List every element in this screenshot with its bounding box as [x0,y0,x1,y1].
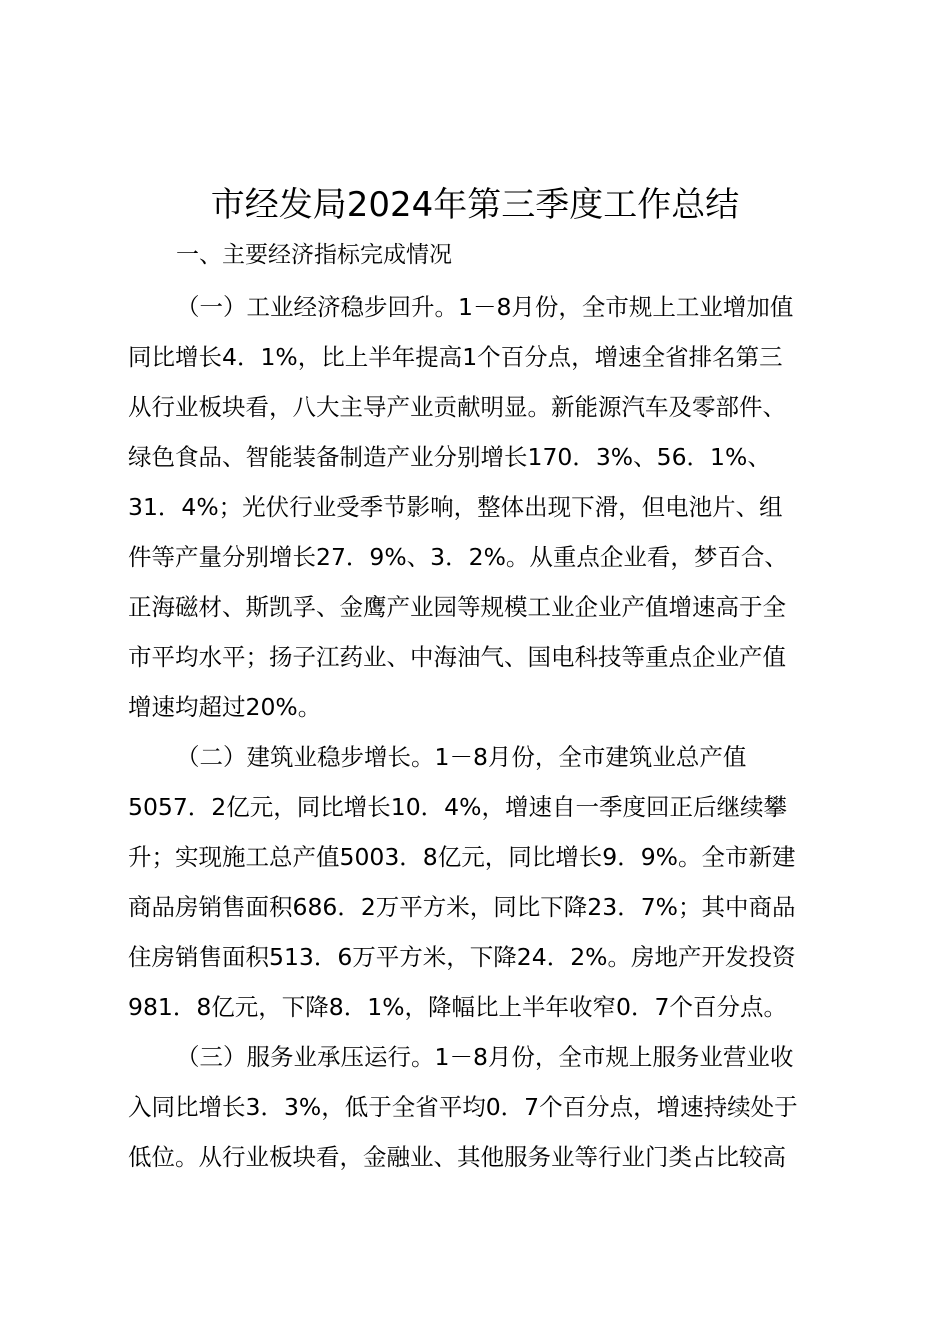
text-line: 商品房销售面积686．2万平方米，同比下降23．7%；其中商品 [128,893,796,921]
text-line: 入同比增长3．3%，低于全省平均0．7个百分点，增速持续处于 [128,1093,798,1121]
document-body [128,234,863,1182]
text-line: 绿色食品、智能装备制造产业分别增长170．3%、56．1%、 [128,443,771,471]
section-heading: 一、主要经济指标完成情况 [176,242,452,268]
text-line: 同比增长4．1%，比上半年提高1个百分点，增速全省排名第三 [128,343,783,371]
text-line: 升；实现施工总产值5003．8亿元，同比增长9．9%。全市新建 [128,843,796,871]
page-title: 市经发局2024年第三季度工作总结 [210,185,740,225]
text-line: （二）建筑业稳步增长。1－8月份，全市建筑业总产值 [176,743,747,771]
text-line: 从行业板块看，八大主导产业贡献明显。新能源汽车及零部件、 [128,393,786,421]
text-line: 低位。从行业板块看，金融业、其他服务业等行业门类占比较高 [128,1143,786,1171]
text-line: 正海磁材、斯凯孚、金鹰产业园等规模工业企业产值增速高于全 [128,593,786,621]
paragraph-construction [128,732,863,1032]
text-line: （一）工业经济稳步回升。1－8月份，全市规上工业增加值 [176,293,794,321]
text-line: 增速均超过20%。 [128,693,322,721]
text-line: （三）服务业承压运行。1－8月份，全市规上服务业营业收 [176,1043,794,1071]
text-line: 市平均水平；扬子江药业、中海油气、国电科技等重点企业产值 [128,643,786,671]
paragraph-services [128,1032,863,1182]
paragraph-industry [128,282,863,732]
text-line: 件等产量分别增长27．9%、3．2%。从重点企业看，梦百合、 [128,543,788,571]
text-line: 981．8亿元，下降8．1%，降幅比上半年收窄0．7个百分点。 [128,993,787,1021]
text-line: 住房销售面积513．6万平方米，下降24．2%。房地产开发投资 [128,943,796,971]
text-line: 31．4%；光伏行业受季节影响，整体出现下滑，但电池片、组 [128,493,783,521]
text-line: 5057．2亿元，同比增长10．4%，增速自一季度回正后继续攀 [128,793,787,821]
